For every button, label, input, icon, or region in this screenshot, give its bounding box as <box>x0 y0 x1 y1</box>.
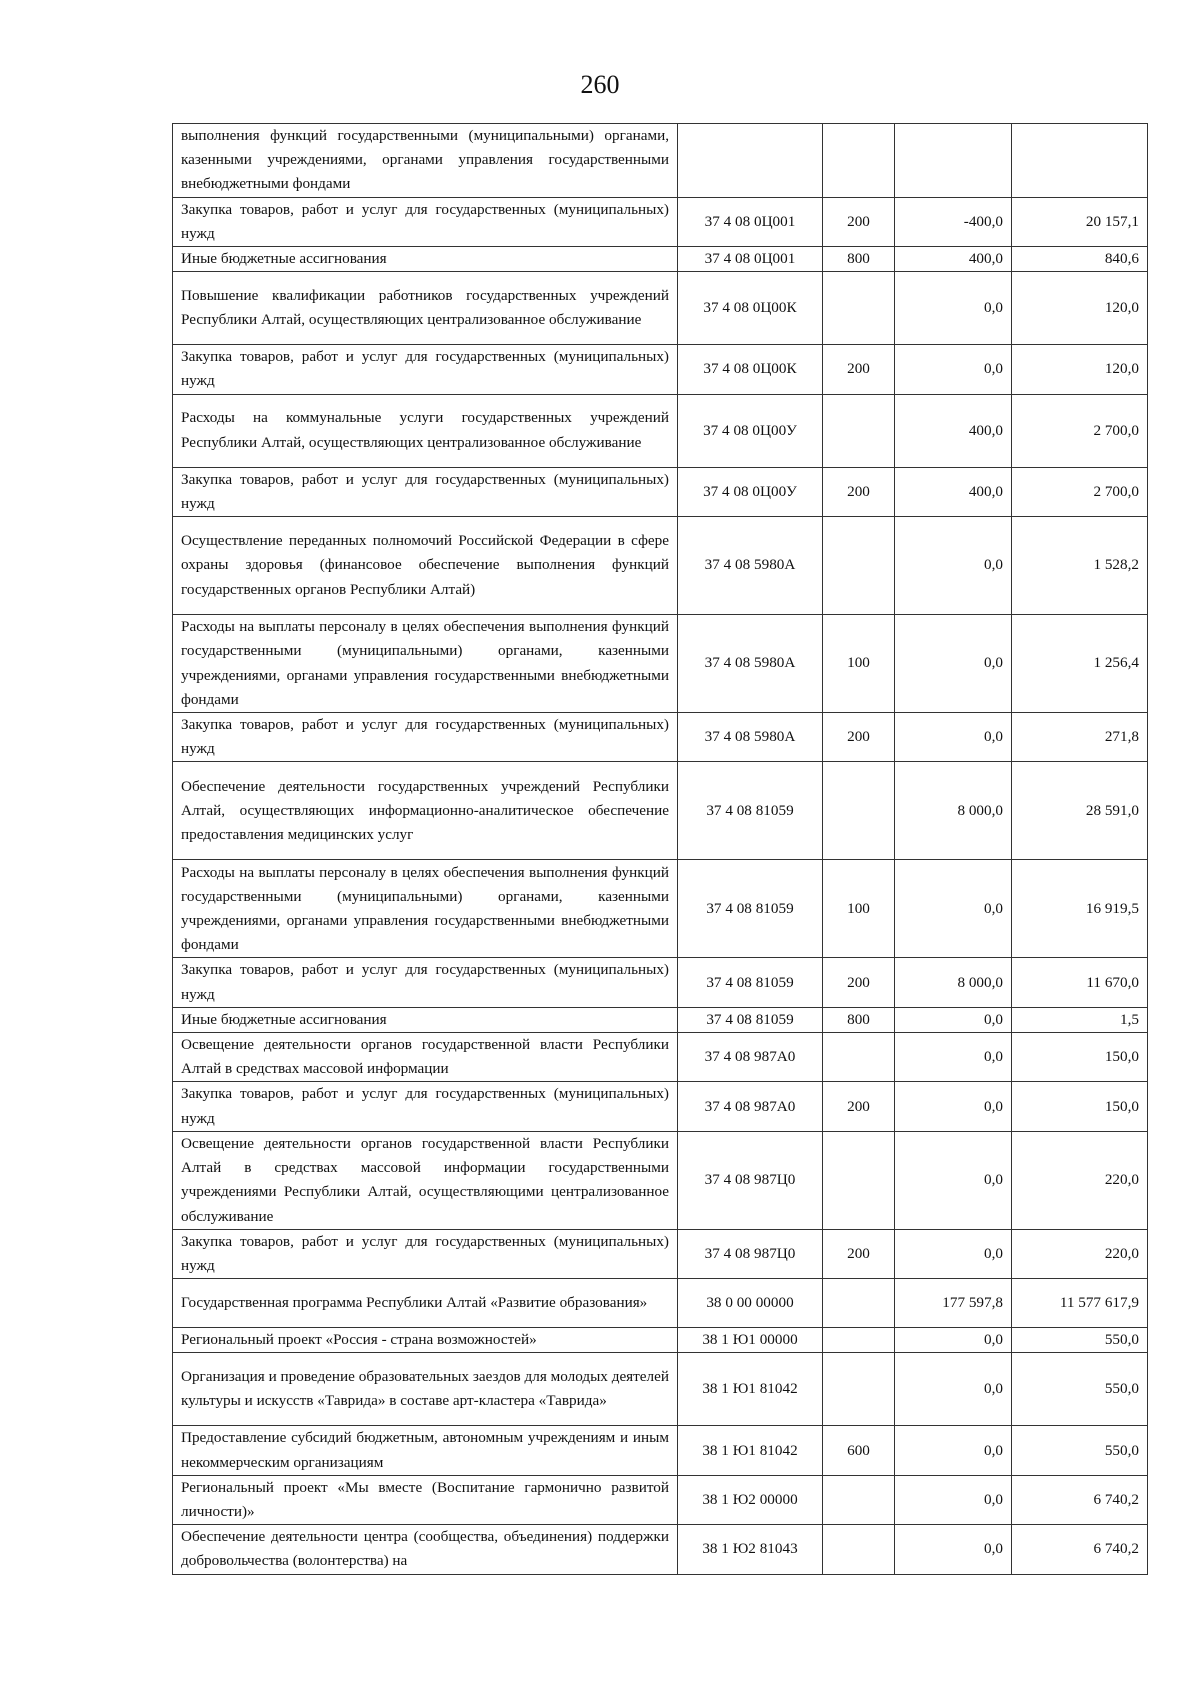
row-name: Повышение квалификации работников государственных учреждений Республики Алтай, осуществляющих централизованное обслуживание <box>173 272 678 345</box>
budget-table-body <box>173 124 1148 1575</box>
row-expense-type <box>823 1525 895 1574</box>
row-change: 0,0 <box>895 1131 1012 1229</box>
row-name: Освещение деятельности органов государственной власти Республики Алтай в средствах массовой информации государственными учреждениями Республики Алтай, осуществляющими централизованное обслуживание <box>173 1131 678 1229</box>
row-change: 400,0 <box>895 467 1012 516</box>
row-total: 220,0 <box>1012 1229 1148 1278</box>
row-total: 1 528,2 <box>1012 517 1148 615</box>
row-code: 37 4 08 0Ц001 <box>678 247 823 272</box>
row-change: 0,0 <box>895 860 1012 958</box>
row-total: 150,0 <box>1012 1033 1148 1082</box>
row-total: 2 700,0 <box>1012 394 1148 467</box>
table-row <box>173 1082 1148 1131</box>
row-total: 28 591,0 <box>1012 762 1148 860</box>
row-name: Закупка товаров, работ и услуг для государственных (муниципальных) нужд <box>173 1082 678 1131</box>
row-change: 177 597,8 <box>895 1279 1012 1328</box>
table-row <box>173 394 1148 467</box>
row-change: 0,0 <box>895 1328 1012 1353</box>
row-total: 550,0 <box>1012 1353 1148 1426</box>
row-expense-type: 600 <box>823 1426 895 1475</box>
table-row <box>173 1353 1148 1426</box>
row-name: Закупка товаров, работ и услуг для государственных (муниципальных) нужд <box>173 197 678 246</box>
row-expense-type: 200 <box>823 1229 895 1278</box>
row-expense-type: 200 <box>823 467 895 516</box>
table-row <box>173 517 1148 615</box>
row-name: Региональный проект «Россия - страна возможностей» <box>173 1328 678 1353</box>
row-code: 37 4 08 5980А <box>678 713 823 762</box>
row-expense-type: 800 <box>823 247 895 272</box>
row-change: 0,0 <box>895 1229 1012 1278</box>
row-code: 37 4 08 5980А <box>678 615 823 713</box>
row-total: 16 919,5 <box>1012 860 1148 958</box>
row-code: 37 4 08 0Ц00У <box>678 394 823 467</box>
row-code: 38 1 Ю1 81042 <box>678 1426 823 1475</box>
row-change: 0,0 <box>895 713 1012 762</box>
row-name: Закупка товаров, работ и услуг для государственных (муниципальных) нужд <box>173 958 678 1007</box>
row-total: 220,0 <box>1012 1131 1148 1229</box>
row-expense-type <box>823 1475 895 1524</box>
budget-table <box>172 123 1148 1575</box>
row-total: 6 740,2 <box>1012 1475 1148 1524</box>
row-total: 120,0 <box>1012 345 1148 394</box>
row-change: 0,0 <box>895 345 1012 394</box>
row-expense-type <box>823 517 895 615</box>
row-expense-type <box>823 124 895 198</box>
row-code: 37 4 08 81059 <box>678 958 823 1007</box>
row-total: 2 700,0 <box>1012 467 1148 516</box>
row-name: Закупка товаров, работ и услуг для государственных (муниципальных) нужд <box>173 345 678 394</box>
row-change: 400,0 <box>895 394 1012 467</box>
row-change: 8 000,0 <box>895 958 1012 1007</box>
row-expense-type: 200 <box>823 1082 895 1131</box>
row-name: Государственная программа Республики Алтай «Развитие образования» <box>173 1279 678 1328</box>
table-row <box>173 272 1148 345</box>
row-change: 0,0 <box>895 272 1012 345</box>
row-code: 38 1 Ю2 81043 <box>678 1525 823 1574</box>
row-change: -400,0 <box>895 197 1012 246</box>
row-total: 271,8 <box>1012 713 1148 762</box>
table-row <box>173 345 1148 394</box>
table-row <box>173 247 1148 272</box>
row-name: Осуществление переданных полномочий Российской Федерации в сфере охраны здоровья (финансовое обеспечение выполнения функций государственных органов Республики Алтай) <box>173 517 678 615</box>
row-change: 0,0 <box>895 1007 1012 1032</box>
row-change: 400,0 <box>895 247 1012 272</box>
row-change: 0,0 <box>895 1426 1012 1475</box>
table-row <box>173 1007 1148 1032</box>
row-change: 0,0 <box>895 615 1012 713</box>
row-code: 37 4 08 81059 <box>678 860 823 958</box>
row-name: Обеспечение деятельности государственных учреждений Республики Алтай, осуществляющих информационно-аналитическое обеспечение предоставления медицинских услуг <box>173 762 678 860</box>
row-name: Расходы на коммунальные услуги государственных учреждений Республики Алтай, осуществляющих централизованное обслуживание <box>173 394 678 467</box>
page-number: 260 <box>580 70 620 99</box>
table-row <box>173 1525 1148 1574</box>
row-name: Расходы на выплаты персоналу в целях обеспечения выполнения функций государственными (муниципальными) органами, казенными учреждениями, органами управления государственными внебюджетными фондами <box>173 860 678 958</box>
row-code: 37 4 08 81059 <box>678 762 823 860</box>
row-name: Расходы на выплаты персоналу в целях обеспечения выполнения функций государственными (муниципальными) органами, казенными учреждениями, органами управления государственными внебюджетными фондами <box>173 615 678 713</box>
row-total: 6 740,2 <box>1012 1525 1148 1574</box>
row-name: Предоставление субсидий бюджетным, автономным учреждениям и иным некоммерческим организациям <box>173 1426 678 1475</box>
row-name: Закупка товаров, работ и услуг для государственных (муниципальных) нужд <box>173 1229 678 1278</box>
row-code: 37 4 08 0Ц00К <box>678 345 823 394</box>
row-total: 550,0 <box>1012 1328 1148 1353</box>
row-change: 8 000,0 <box>895 762 1012 860</box>
row-change: 0,0 <box>895 1082 1012 1131</box>
row-expense-type <box>823 394 895 467</box>
row-name: Освещение деятельности органов государственной власти Республики Алтай в средствах массовой информации <box>173 1033 678 1082</box>
table-row <box>173 958 1148 1007</box>
row-name: Закупка товаров, работ и услуг для государственных (муниципальных) нужд <box>173 467 678 516</box>
row-expense-type <box>823 1131 895 1229</box>
row-expense-type <box>823 1279 895 1328</box>
row-total: 1,5 <box>1012 1007 1148 1032</box>
table-row <box>173 1426 1148 1475</box>
row-expense-type: 200 <box>823 713 895 762</box>
table-row <box>173 1033 1148 1082</box>
row-code: 38 1 Ю1 81042 <box>678 1353 823 1426</box>
row-change: 0,0 <box>895 1033 1012 1082</box>
row-code <box>678 124 823 198</box>
row-name: Региональный проект «Мы вместе (Воспитание гармонично развитой личности)» <box>173 1475 678 1524</box>
row-total <box>1012 124 1148 198</box>
row-expense-type <box>823 1033 895 1082</box>
row-code: 38 1 Ю1 00000 <box>678 1328 823 1353</box>
table-row <box>173 124 1148 198</box>
row-code: 37 4 08 987Ц0 <box>678 1229 823 1278</box>
row-code: 37 4 08 5980А <box>678 517 823 615</box>
table-row <box>173 762 1148 860</box>
row-total: 11 577 617,9 <box>1012 1279 1148 1328</box>
row-expense-type: 100 <box>823 860 895 958</box>
table-row <box>173 615 1148 713</box>
table-row <box>173 197 1148 246</box>
row-name: Обеспечение деятельности центра (сообщества, объединения) поддержки добровольчества (волонтерства) на <box>173 1525 678 1574</box>
row-total: 20 157,1 <box>1012 197 1148 246</box>
row-change <box>895 124 1012 198</box>
row-code: 37 4 08 0Ц00К <box>678 272 823 345</box>
row-expense-type: 200 <box>823 197 895 246</box>
row-expense-type <box>823 272 895 345</box>
row-total: 120,0 <box>1012 272 1148 345</box>
row-code: 37 4 08 0Ц001 <box>678 197 823 246</box>
table-row <box>173 1328 1148 1353</box>
row-name: Закупка товаров, работ и услуг для государственных (муниципальных) нужд <box>173 713 678 762</box>
row-total: 1 256,4 <box>1012 615 1148 713</box>
row-total: 150,0 <box>1012 1082 1148 1131</box>
row-expense-type <box>823 1328 895 1353</box>
row-total: 550,0 <box>1012 1426 1148 1475</box>
row-change: 0,0 <box>895 1525 1012 1574</box>
table-row <box>173 1279 1148 1328</box>
table-row <box>173 467 1148 516</box>
row-expense-type <box>823 762 895 860</box>
row-name: выполнения функций государственными (муниципальными) органами, казенными учреждениями, органами управления государственными внебюджетными фондами <box>173 124 678 198</box>
table-row <box>173 713 1148 762</box>
row-total: 840,6 <box>1012 247 1148 272</box>
row-expense-type <box>823 1353 895 1426</box>
row-expense-type: 200 <box>823 345 895 394</box>
row-code: 37 4 08 987Ц0 <box>678 1131 823 1229</box>
row-code: 37 4 08 987А0 <box>678 1082 823 1131</box>
row-code: 38 0 00 00000 <box>678 1279 823 1328</box>
row-change: 0,0 <box>895 517 1012 615</box>
table-row <box>173 1229 1148 1278</box>
row-expense-type: 100 <box>823 615 895 713</box>
row-name: Иные бюджетные ассигнования <box>173 1007 678 1032</box>
table-row <box>173 1131 1148 1229</box>
row-code: 37 4 08 987А0 <box>678 1033 823 1082</box>
row-name: Иные бюджетные ассигнования <box>173 247 678 272</box>
table-row <box>173 1475 1148 1524</box>
table-row <box>173 860 1148 958</box>
row-change: 0,0 <box>895 1475 1012 1524</box>
row-expense-type: 200 <box>823 958 895 1007</box>
row-total: 11 670,0 <box>1012 958 1148 1007</box>
row-code: 38 1 Ю2 00000 <box>678 1475 823 1524</box>
row-code: 37 4 08 81059 <box>678 1007 823 1032</box>
row-code: 37 4 08 0Ц00У <box>678 467 823 516</box>
row-name: Организация и проведение образовательных заездов для молодых деятелей культуры и искусств «Таврида» в составе арт-кластера «Таврида» <box>173 1353 678 1426</box>
row-expense-type: 800 <box>823 1007 895 1032</box>
row-change: 0,0 <box>895 1353 1012 1426</box>
